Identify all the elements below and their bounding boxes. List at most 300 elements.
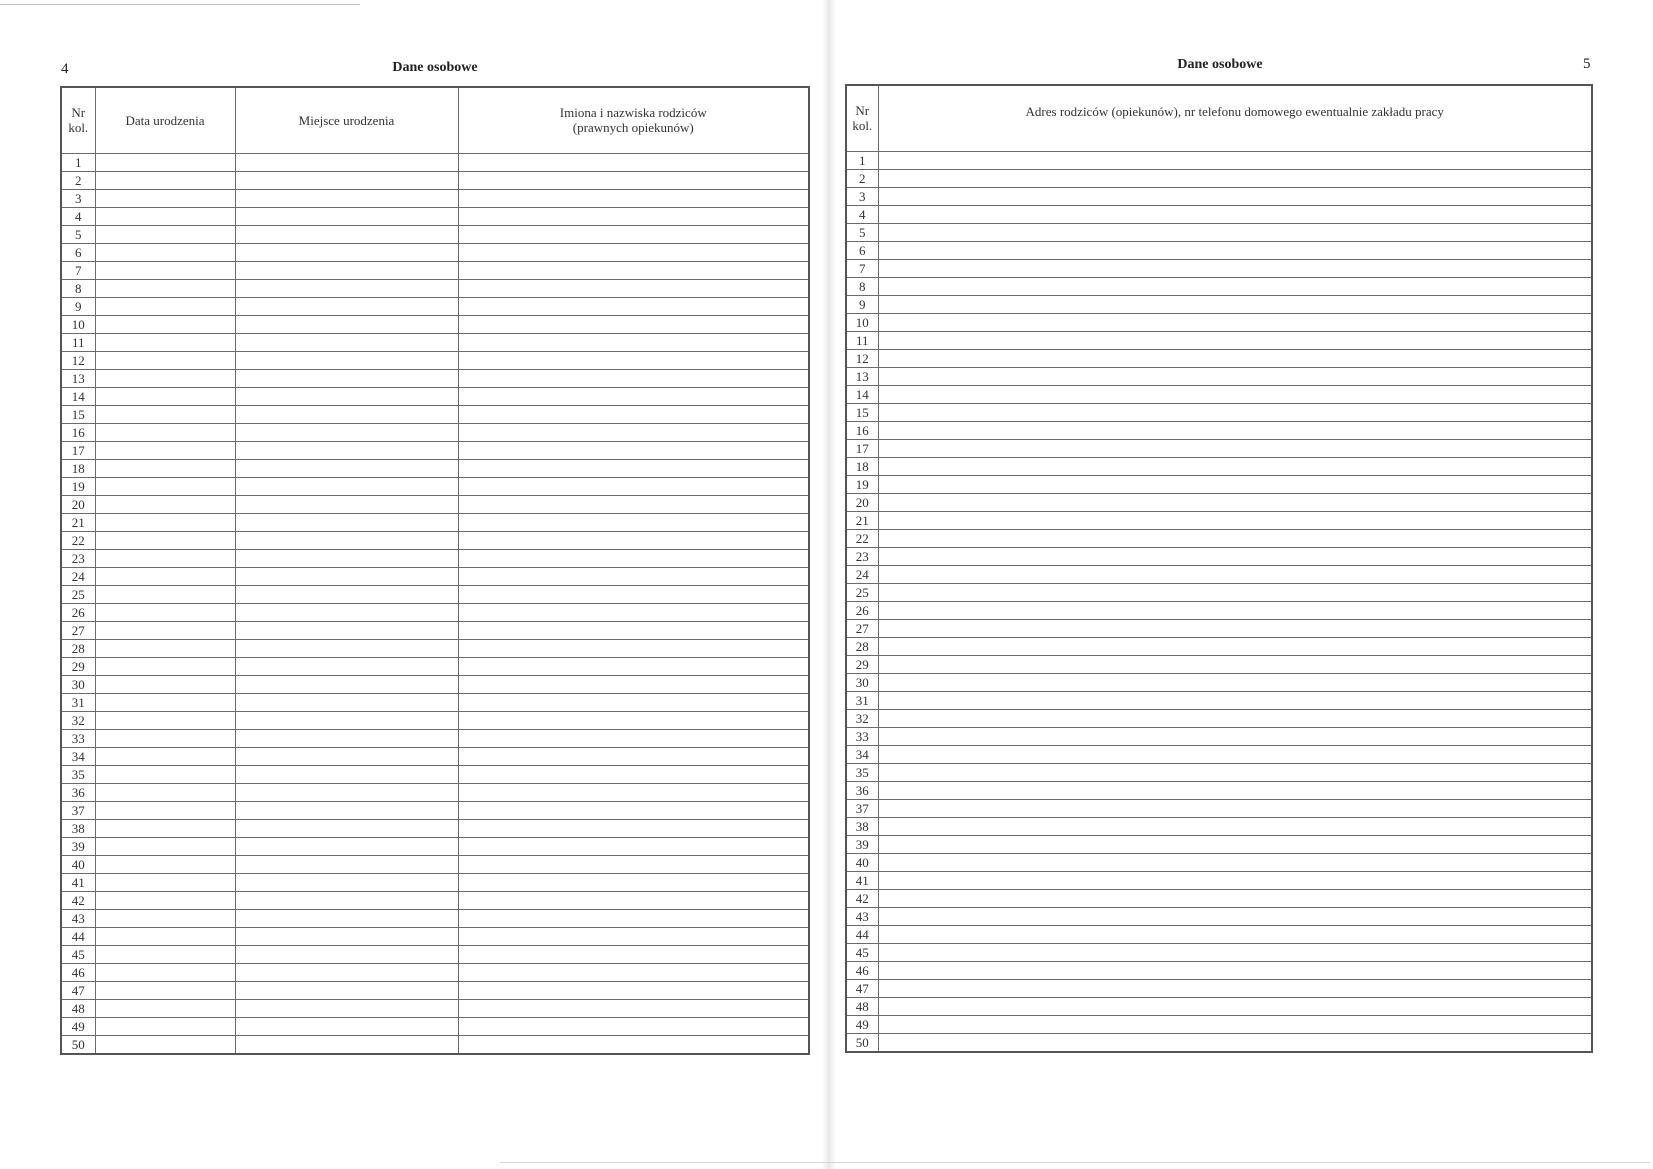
parents-names-cell[interactable] bbox=[458, 441, 809, 459]
parents-names-cell[interactable] bbox=[458, 261, 809, 279]
parents-names-cell[interactable] bbox=[458, 189, 809, 207]
row-number: 9 bbox=[846, 295, 878, 313]
birth-date-cell[interactable] bbox=[95, 621, 235, 639]
birth-date-cell[interactable] bbox=[95, 279, 235, 297]
left-table-row bbox=[61, 153, 809, 171]
left-table-row bbox=[61, 981, 809, 999]
birth-place-cell[interactable] bbox=[235, 981, 458, 999]
row-number: 13 bbox=[61, 369, 95, 387]
birth-place-cell[interactable] bbox=[235, 639, 458, 657]
birth-place-cell[interactable] bbox=[235, 369, 458, 387]
parents-address-cell[interactable] bbox=[878, 295, 1592, 313]
birth-place-cell[interactable] bbox=[235, 927, 458, 945]
birth-place-cell[interactable] bbox=[235, 549, 458, 567]
row-number: 12 bbox=[61, 351, 95, 369]
parents-address-cell[interactable] bbox=[878, 979, 1592, 997]
parents-address-cell[interactable] bbox=[878, 313, 1592, 331]
row-number: 35 bbox=[61, 765, 95, 783]
parents-names-cell[interactable] bbox=[458, 207, 809, 225]
right-table-row bbox=[846, 223, 1592, 241]
parents-address-cell[interactable] bbox=[878, 817, 1592, 835]
birth-place-cell[interactable] bbox=[235, 747, 458, 765]
row-number: 37 bbox=[61, 801, 95, 819]
left-table-row bbox=[61, 405, 809, 423]
birth-place-cell[interactable] bbox=[235, 261, 458, 279]
parents-names-cell[interactable] bbox=[458, 711, 809, 729]
birth-date-cell[interactable] bbox=[95, 819, 235, 837]
parents-names-cell[interactable] bbox=[458, 315, 809, 333]
birth-date-cell[interactable] bbox=[95, 783, 235, 801]
parents-names-cell[interactable] bbox=[458, 837, 809, 855]
left-table-row bbox=[61, 675, 809, 693]
parents-names-cell[interactable] bbox=[458, 1017, 809, 1035]
birth-place-cell[interactable] bbox=[235, 477, 458, 495]
birth-date-cell[interactable] bbox=[95, 927, 235, 945]
right-table-row bbox=[846, 871, 1592, 889]
birth-date-cell[interactable] bbox=[95, 369, 235, 387]
birth-place-cell[interactable] bbox=[235, 405, 458, 423]
left-table-row bbox=[61, 729, 809, 747]
row-number: 45 bbox=[61, 945, 95, 963]
birth-date-cell[interactable] bbox=[95, 963, 235, 981]
parents-address-cell[interactable] bbox=[878, 457, 1592, 475]
parents-address-cell[interactable] bbox=[878, 925, 1592, 943]
parents-address-cell[interactable] bbox=[878, 781, 1592, 799]
row-number: 47 bbox=[61, 981, 95, 999]
parents-names-cell[interactable] bbox=[458, 891, 809, 909]
birth-date-cell[interactable] bbox=[95, 999, 235, 1017]
row-number: 24 bbox=[61, 567, 95, 585]
birth-date-cell[interactable] bbox=[95, 153, 235, 171]
parents-names-cell[interactable] bbox=[458, 639, 809, 657]
birth-date-cell[interactable] bbox=[95, 351, 235, 369]
parents-address-cell[interactable] bbox=[878, 691, 1592, 709]
left-page-title: Dane osobowe bbox=[392, 60, 478, 75]
parents-names-cell[interactable] bbox=[458, 999, 809, 1017]
row-number: 44 bbox=[61, 927, 95, 945]
left-table-row bbox=[61, 171, 809, 189]
row-number: 33 bbox=[61, 729, 95, 747]
row-number: 3 bbox=[846, 187, 878, 205]
parents-names-cell[interactable] bbox=[458, 621, 809, 639]
birth-date-cell[interactable] bbox=[95, 693, 235, 711]
right-table-row bbox=[846, 997, 1592, 1015]
parents-names-cell[interactable] bbox=[458, 279, 809, 297]
parents-address-cell[interactable] bbox=[878, 943, 1592, 961]
row-number: 23 bbox=[61, 549, 95, 567]
right-table-row bbox=[846, 889, 1592, 907]
row-number: 14 bbox=[61, 387, 95, 405]
row-number: 41 bbox=[61, 873, 95, 891]
left-table-row bbox=[61, 963, 809, 981]
parents-address-cell[interactable] bbox=[878, 673, 1592, 691]
parents-names-header-line2: (prawnych opiekunów) bbox=[572, 120, 694, 136]
right-table-row bbox=[846, 565, 1592, 583]
row-number: 1 bbox=[846, 151, 878, 169]
parents-names-cell[interactable] bbox=[458, 153, 809, 171]
row-number: 39 bbox=[846, 835, 878, 853]
birth-place-cell[interactable] bbox=[235, 711, 458, 729]
birth-date-cell[interactable] bbox=[95, 639, 235, 657]
birth-place-cell[interactable] bbox=[235, 801, 458, 819]
right-table-row bbox=[846, 637, 1592, 655]
parents-address-cell[interactable] bbox=[878, 169, 1592, 187]
birth-place-cell[interactable] bbox=[235, 837, 458, 855]
left-table-row bbox=[61, 765, 809, 783]
parents-names-cell[interactable] bbox=[458, 1035, 809, 1054]
parents-names-cell[interactable] bbox=[458, 333, 809, 351]
right-table-row bbox=[846, 367, 1592, 385]
birth-place-cell[interactable] bbox=[235, 441, 458, 459]
parents-address-cell[interactable] bbox=[878, 529, 1592, 547]
parents-names-cell[interactable] bbox=[458, 567, 809, 585]
right-table-row bbox=[846, 709, 1592, 727]
right-table-row bbox=[846, 457, 1592, 475]
book-gutter bbox=[822, 0, 836, 1169]
row-number: 27 bbox=[846, 619, 878, 637]
row-number: 8 bbox=[846, 277, 878, 295]
row-number: 29 bbox=[61, 657, 95, 675]
birth-place-cell[interactable] bbox=[235, 945, 458, 963]
birth-place-cell[interactable] bbox=[235, 387, 458, 405]
row-number: 34 bbox=[846, 745, 878, 763]
birth-date-cell[interactable] bbox=[95, 405, 235, 423]
parents-names-cell[interactable] bbox=[458, 675, 809, 693]
parents-names-cell[interactable] bbox=[458, 729, 809, 747]
parents-names-cell[interactable] bbox=[458, 747, 809, 765]
parents-address-cell[interactable] bbox=[878, 475, 1592, 493]
birth-place-cell[interactable] bbox=[235, 675, 458, 693]
birth-date-cell[interactable] bbox=[95, 477, 235, 495]
birth-date-cell[interactable] bbox=[95, 189, 235, 207]
parents-names-cell[interactable] bbox=[458, 873, 809, 891]
row-number: 22 bbox=[846, 529, 878, 547]
birth-place-cell[interactable] bbox=[235, 783, 458, 801]
birth-date-cell[interactable] bbox=[95, 729, 235, 747]
row-number: 26 bbox=[61, 603, 95, 621]
right-table-row bbox=[846, 439, 1592, 457]
birth-place-cell[interactable] bbox=[235, 999, 458, 1017]
parents-names-cell[interactable] bbox=[458, 495, 809, 513]
parents-address-cell[interactable] bbox=[878, 565, 1592, 583]
row-number: 45 bbox=[846, 943, 878, 961]
birth-place-cell[interactable] bbox=[235, 621, 458, 639]
parents-address-cell[interactable] bbox=[878, 889, 1592, 907]
birth-place-cell[interactable] bbox=[235, 855, 458, 873]
left-table-row bbox=[61, 657, 809, 675]
birth-date-cell[interactable] bbox=[95, 891, 235, 909]
parents-names-cell[interactable] bbox=[458, 369, 809, 387]
parents-address-cell[interactable] bbox=[878, 439, 1592, 457]
birth-place-cell[interactable] bbox=[235, 693, 458, 711]
left-table-row bbox=[61, 297, 809, 315]
parents-names-cell[interactable] bbox=[458, 549, 809, 567]
row-number: 13 bbox=[846, 367, 878, 385]
birth-place-cell[interactable] bbox=[235, 585, 458, 603]
birth-place-cell[interactable] bbox=[235, 891, 458, 909]
parents-names-header bbox=[458, 87, 809, 153]
parents-address-cell[interactable] bbox=[878, 655, 1592, 673]
birth-date-cell[interactable] bbox=[95, 909, 235, 927]
row-number: 22 bbox=[61, 531, 95, 549]
left-table-row bbox=[61, 819, 809, 837]
right-table-row bbox=[846, 745, 1592, 763]
row-number: 6 bbox=[61, 243, 95, 261]
birth-place-cell[interactable] bbox=[235, 153, 458, 171]
birth-place-cell[interactable] bbox=[235, 873, 458, 891]
parents-address-cell[interactable] bbox=[878, 1033, 1592, 1052]
parents-address-cell[interactable] bbox=[878, 511, 1592, 529]
birth-place-cell[interactable] bbox=[235, 351, 458, 369]
parents-names-cell[interactable] bbox=[458, 945, 809, 963]
birth-date-cell[interactable] bbox=[95, 261, 235, 279]
row-number: 48 bbox=[61, 999, 95, 1017]
parents-names-cell[interactable] bbox=[458, 585, 809, 603]
parents-address-cell[interactable] bbox=[878, 547, 1592, 565]
parents-address-cell[interactable] bbox=[878, 205, 1592, 223]
parents-names-cell[interactable] bbox=[458, 981, 809, 999]
parents-address-cell[interactable] bbox=[878, 367, 1592, 385]
row-number: 29 bbox=[846, 655, 878, 673]
row-number: 10 bbox=[846, 313, 878, 331]
parents-address-cell[interactable] bbox=[878, 637, 1592, 655]
birth-date-cell[interactable] bbox=[95, 441, 235, 459]
birth-date-cell[interactable] bbox=[95, 855, 235, 873]
birth-date-cell[interactable] bbox=[95, 801, 235, 819]
row-number: 38 bbox=[846, 817, 878, 835]
left-table-row bbox=[61, 711, 809, 729]
birth-place-cell[interactable] bbox=[235, 171, 458, 189]
birth-place-cell[interactable] bbox=[235, 531, 458, 549]
parents-address-cell[interactable] bbox=[878, 331, 1592, 349]
row-number: 12 bbox=[846, 349, 878, 367]
right-table-row bbox=[846, 961, 1592, 979]
birth-date-cell[interactable] bbox=[95, 531, 235, 549]
row-number: 34 bbox=[61, 747, 95, 765]
birth-date-cell[interactable] bbox=[95, 1035, 235, 1054]
birth-date-cell[interactable] bbox=[95, 423, 235, 441]
parents-address-cell[interactable] bbox=[878, 259, 1592, 277]
right-table-row bbox=[846, 385, 1592, 403]
row-number: 31 bbox=[61, 693, 95, 711]
birth-place-cell[interactable] bbox=[235, 657, 458, 675]
parents-address-cell[interactable] bbox=[878, 763, 1592, 781]
birth-place-cell[interactable] bbox=[235, 189, 458, 207]
birth-date-cell[interactable] bbox=[95, 873, 235, 891]
birth-date-cell[interactable] bbox=[95, 765, 235, 783]
row-number: 21 bbox=[61, 513, 95, 531]
birth-place-cell[interactable] bbox=[235, 567, 458, 585]
parents-address-cell[interactable] bbox=[878, 871, 1592, 889]
birth-date-cell[interactable] bbox=[95, 585, 235, 603]
parents-address-header: Adres rodziców (opiekunów), nr telefonu domowego ewentualnie zakładu pracy bbox=[878, 85, 1592, 151]
parents-names-cell[interactable] bbox=[458, 531, 809, 549]
left-table-row bbox=[61, 855, 809, 873]
birth-date-cell[interactable] bbox=[95, 207, 235, 225]
parents-names-cell[interactable] bbox=[458, 243, 809, 261]
birth-place-cell[interactable] bbox=[235, 909, 458, 927]
parents-names-cell[interactable] bbox=[458, 477, 809, 495]
row-number: 39 bbox=[61, 837, 95, 855]
parents-address-cell[interactable] bbox=[878, 241, 1592, 259]
birth-date-cell[interactable] bbox=[95, 243, 235, 261]
parents-names-cell[interactable] bbox=[458, 927, 809, 945]
birth-place-cell[interactable] bbox=[235, 729, 458, 747]
birth-date-cell[interactable] bbox=[95, 459, 235, 477]
parents-address-cell[interactable] bbox=[878, 187, 1592, 205]
left-table-row bbox=[61, 387, 809, 405]
birth-place-cell[interactable] bbox=[235, 315, 458, 333]
parents-address-cell[interactable] bbox=[878, 349, 1592, 367]
parents-names-cell[interactable] bbox=[458, 819, 809, 837]
row-number: 21 bbox=[846, 511, 878, 529]
parents-address-cell[interactable] bbox=[878, 619, 1592, 637]
birth-place-cell[interactable] bbox=[235, 333, 458, 351]
birth-place-cell[interactable] bbox=[235, 495, 458, 513]
right-table-row bbox=[846, 835, 1592, 853]
row-number: 48 bbox=[846, 997, 878, 1015]
parents-names-cell[interactable] bbox=[458, 459, 809, 477]
parents-names-cell[interactable] bbox=[458, 297, 809, 315]
row-number: 18 bbox=[61, 459, 95, 477]
birth-place-cell[interactable] bbox=[235, 1035, 458, 1054]
right-table-row bbox=[846, 817, 1592, 835]
row-number: 25 bbox=[61, 585, 95, 603]
birth-place-cell[interactable] bbox=[235, 459, 458, 477]
birth-date-cell[interactable] bbox=[95, 333, 235, 351]
left-table-row bbox=[61, 567, 809, 585]
parents-address-cell[interactable] bbox=[878, 907, 1592, 925]
left-table-row bbox=[61, 873, 809, 891]
parents-address-cell[interactable] bbox=[878, 799, 1592, 817]
parents-address-cell[interactable] bbox=[878, 1015, 1592, 1033]
parents-names-cell[interactable] bbox=[458, 513, 809, 531]
parents-names-cell[interactable] bbox=[458, 657, 809, 675]
row-number: 24 bbox=[846, 565, 878, 583]
row-number: 47 bbox=[846, 979, 878, 997]
birth-place-cell[interactable] bbox=[235, 963, 458, 981]
row-number: 15 bbox=[846, 403, 878, 421]
row-number: 14 bbox=[846, 385, 878, 403]
birth-place-cell[interactable] bbox=[235, 765, 458, 783]
birth-date-cell[interactable] bbox=[95, 495, 235, 513]
parents-names-cell[interactable] bbox=[458, 909, 809, 927]
parents-names-cell[interactable] bbox=[458, 603, 809, 621]
parents-address-cell[interactable] bbox=[878, 835, 1592, 853]
parents-names-cell[interactable] bbox=[458, 351, 809, 369]
birth-date-cell[interactable] bbox=[95, 297, 235, 315]
parents-address-cell[interactable] bbox=[878, 403, 1592, 421]
scan-bottom-edge bbox=[500, 1162, 1650, 1163]
birth-place-cell[interactable] bbox=[235, 603, 458, 621]
parents-names-cell[interactable] bbox=[458, 783, 809, 801]
row-number: 8 bbox=[61, 279, 95, 297]
birth-date-cell[interactable] bbox=[95, 171, 235, 189]
birth-place-cell[interactable] bbox=[235, 1017, 458, 1035]
parents-names-cell[interactable] bbox=[458, 423, 809, 441]
birth-date-cell[interactable] bbox=[95, 837, 235, 855]
parents-names-cell[interactable] bbox=[458, 405, 809, 423]
right-table-row bbox=[846, 547, 1592, 565]
row-number: 35 bbox=[846, 763, 878, 781]
birth-place-cell[interactable] bbox=[235, 297, 458, 315]
birth-date-cell[interactable] bbox=[95, 315, 235, 333]
birth-date-cell[interactable] bbox=[95, 675, 235, 693]
right-page-number: 5 bbox=[1583, 56, 1591, 72]
parents-address-cell[interactable] bbox=[878, 601, 1592, 619]
birth-place-cell[interactable] bbox=[235, 225, 458, 243]
parents-names-cell[interactable] bbox=[458, 387, 809, 405]
parents-address-cell[interactable] bbox=[878, 151, 1592, 169]
parents-address-cell[interactable] bbox=[878, 583, 1592, 601]
parents-names-cell[interactable] bbox=[458, 225, 809, 243]
right-table-row bbox=[846, 799, 1592, 817]
parents-address-cell[interactable] bbox=[878, 421, 1592, 439]
birth-place-cell[interactable] bbox=[235, 243, 458, 261]
parents-address-cell[interactable] bbox=[878, 961, 1592, 979]
parents-address-cell[interactable] bbox=[878, 853, 1592, 871]
birth-place-cell[interactable] bbox=[235, 513, 458, 531]
parents-address-cell[interactable] bbox=[878, 727, 1592, 745]
birth-place-cell[interactable] bbox=[235, 819, 458, 837]
parents-names-cell[interactable] bbox=[458, 693, 809, 711]
parents-names-cell[interactable] bbox=[458, 801, 809, 819]
parents-names-cell[interactable] bbox=[458, 171, 809, 189]
parents-names-cell[interactable] bbox=[458, 765, 809, 783]
parents-address-cell[interactable] bbox=[878, 385, 1592, 403]
left-table-row bbox=[61, 891, 809, 909]
birth-date-cell[interactable] bbox=[95, 747, 235, 765]
row-number: 27 bbox=[61, 621, 95, 639]
birth-date-cell[interactable] bbox=[95, 513, 235, 531]
left-table-row bbox=[61, 1035, 809, 1054]
parents-address-cell[interactable] bbox=[878, 277, 1592, 295]
row-number: 15 bbox=[61, 405, 95, 423]
row-number: 5 bbox=[61, 225, 95, 243]
left-table-row bbox=[61, 477, 809, 495]
left-table-row bbox=[61, 441, 809, 459]
birth-place-cell[interactable] bbox=[235, 207, 458, 225]
birth-date-cell[interactable] bbox=[95, 603, 235, 621]
birth-date-cell[interactable] bbox=[95, 657, 235, 675]
left-table-row bbox=[61, 369, 809, 387]
birth-date-cell[interactable] bbox=[95, 711, 235, 729]
birth-place-cell[interactable] bbox=[235, 423, 458, 441]
parents-address-cell[interactable] bbox=[878, 493, 1592, 511]
parents-names-cell[interactable] bbox=[458, 963, 809, 981]
parents-address-cell[interactable] bbox=[878, 997, 1592, 1015]
parents-address-cell[interactable] bbox=[878, 709, 1592, 727]
birth-date-cell[interactable] bbox=[95, 567, 235, 585]
birth-date-cell[interactable] bbox=[95, 225, 235, 243]
birth-place-cell[interactable] bbox=[235, 279, 458, 297]
right-page-title: Dane osobowe bbox=[1177, 57, 1263, 72]
row-number: 9 bbox=[61, 297, 95, 315]
parents-address-cell[interactable] bbox=[878, 745, 1592, 763]
birth-date-cell[interactable] bbox=[95, 981, 235, 999]
birth-date-cell[interactable] bbox=[95, 549, 235, 567]
birth-date-cell[interactable] bbox=[95, 945, 235, 963]
row-number: 32 bbox=[61, 711, 95, 729]
parents-address-cell[interactable] bbox=[878, 223, 1592, 241]
parents-names-cell[interactable] bbox=[458, 855, 809, 873]
row-number: 11 bbox=[61, 333, 95, 351]
row-number: 43 bbox=[846, 907, 878, 925]
birth-date-cell[interactable] bbox=[95, 387, 235, 405]
row-number: 50 bbox=[61, 1035, 95, 1054]
right-table-row bbox=[846, 979, 1592, 997]
birth-date-cell[interactable] bbox=[95, 1017, 235, 1035]
